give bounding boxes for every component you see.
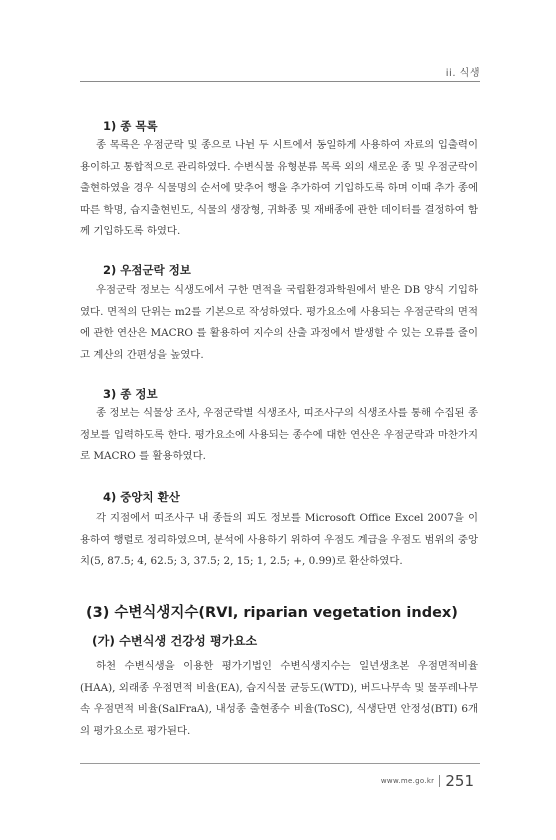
chapter-body: 하천 수변식생을 이용한 평가기법인 수변식생지수는 일년생초본 우점면적비율(HAA), 외래종 우점면적 비율(EA), 습지식물 균등도(WTD), 버드나무속 및 물푸레나무속 우점면적 비율(SalFraA), 내성종 출현종수 비율(ToSC), 식생단면 안정성(BTI) 6개의 평가요소로 평가된다. [80, 660, 478, 737]
section-heading-dominant-community: 2) 우점군락 정보 [103, 263, 191, 277]
section-heading-species-info: 3) 종 정보 [103, 387, 158, 401]
section-body-dominant-community: 우점군락 정보는 식생도에서 구한 면적을 국립환경과학원에서 받은 DB 양식 기입하였다. 면적의 단위는 m2를 기본으로 작성하였다. 평가요소에 사용되는 우점군락의 면적에 관한 연산은 MACRO 를 활용하여 지수의 산출 과정에서 발생할 수 있는 오류를 줄이고 계산의 간편성을 높였다. [80, 284, 478, 361]
footer-url: www.me.go.kr [380, 777, 435, 785]
footer [381, 772, 474, 790]
page-number: 251 [445, 772, 474, 790]
footer-separator [439, 775, 440, 787]
chapter-subheading: (가) 수변식생 건강성 평가요소 [92, 634, 258, 648]
section-heading-median-conversion: 4) 중앙치 환산 [103, 490, 180, 504]
chapter-heading: (3) 수변식생지수(RVI, riparian vegetation index) [86, 605, 458, 621]
section-heading-species-list: 1) 종 목록 [103, 119, 158, 133]
section-body-median-conversion: 각 지점에서 띠조사구 내 종들의 피도 정보를 Microsoft Office Excel 2007을 이용하여 행렬로 정리하였으며, 분석에 사용하기 위하여 우점도 계급을 우점도 범위의 중앙치(5, 87.5; 4, 62.5; 3, 37.5; 2, 15; 1, 2.5; +, 0.99)로 환산하였다. [80, 512, 478, 568]
section-body-species-info: 종 정보는 식물상 조사, 우점군락별 식생조사, 띠조사구의 식생조사를 통해 수집된 종 정보를 입력하도록 한다. 평가요소에 사용되는 종수에 대한 연산은 우점군락과 마찬가지로 MACRO 를 활용하였다. [80, 407, 478, 463]
footer-rule [80, 763, 480, 764]
header-rule [80, 81, 480, 82]
running-head: ii. 식생 [445, 68, 480, 79]
section-body-species-list: 종 목록은 우점군락 및 종으로 나뉜 두 시트에서 동일하게 사용하여 자료의 입출력이 용이하고 통합적으로 관리하였다. 수변식물 유형분류 목록 외의 새로운 종 및 우점군락이 출현하였을 경우 식물명의 순서에 맞추어 행을 추가하여 기입하도록 하며 이때 추가 종에 따른 학명, 습지출현빈도, 식물의 생장형, 귀화종 및 재배종에 관한 데이터를 결정하여 함께 기입하도록 하였다. [80, 139, 478, 238]
